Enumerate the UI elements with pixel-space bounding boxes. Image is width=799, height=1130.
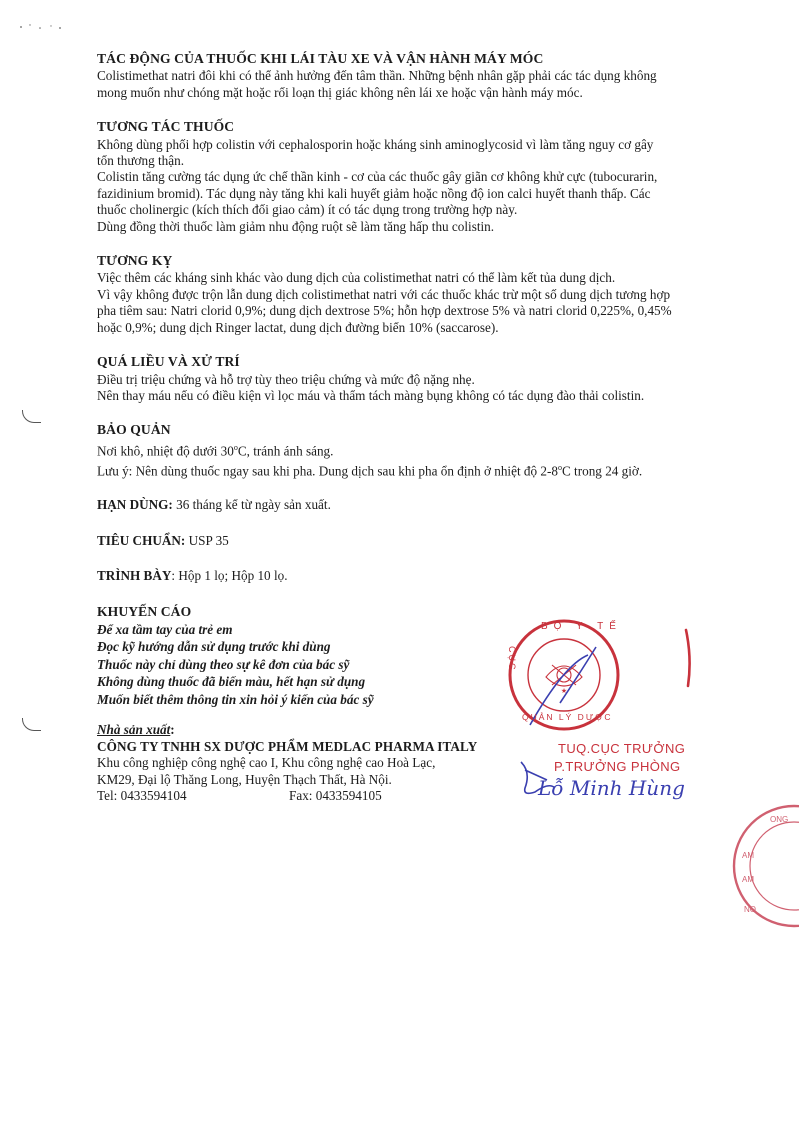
- paragraph-line: Colistin tăng cường tác dụng ức chế thần kinh - cơ của các thuốc gây giãn cơ không khử cực (tubocurarin,: [97, 169, 658, 185]
- fax-number: Fax: 0433594105: [289, 788, 382, 804]
- paragraph-line: fazidinium bromid). Tác dụng này tăng khi kali huyết giảm hoặc nồng độ ion calci huyết thanh thấp. Các: [97, 185, 651, 201]
- text-span: C trong 24 giờ.: [561, 462, 643, 478]
- section-presentation: [97, 568, 737, 584]
- paragraph-line: Dùng đồng thời thuốc làm giảm nhu động ruột sẽ làm tăng hấp thu colistin.: [97, 218, 495, 234]
- paragraph-line: thuốc cholinergic (kích thích đối giao cảm) ít có tác dụng trong trường hợp này.: [97, 202, 518, 218]
- section-title: TƯƠNG TÁC THUỐC: [97, 119, 235, 135]
- paragraph-line: pha tiêm sau: Natri clorid 0,9%; dung dịch dextrose 5%; hỗn hợp dextrose 5% và natri clorid 0,225%, 0,45%: [97, 303, 672, 319]
- warning-line: Thuốc này chỉ dùng theo sự kê đơn của bác sỹ: [97, 656, 350, 672]
- warning-line: Để xa tầm tay của trẻ em: [97, 621, 233, 637]
- svg-text:★: ★: [560, 688, 568, 695]
- expiry-value: 36 tháng kể từ ngày sản xuất.: [172, 497, 331, 513]
- section-title: TÁC ĐỘNG CỦA THUỐC KHI LÁI TÀU XE VÀ VẬN HÀNH MÁY MÓC: [97, 51, 544, 66]
- manufacturer-label-row: [97, 722, 737, 738]
- warning-line: Đọc kỹ hướng dẫn sử dụng trước khi dùng: [97, 639, 331, 655]
- section-standard: [97, 533, 737, 549]
- svg-text:AM: AM: [742, 851, 754, 860]
- svg-text:AM: AM: [742, 875, 754, 884]
- warning-line: Muốn biết thêm thông tin xin hỏi ý kiến của bác sỹ: [97, 691, 374, 707]
- section-incompatibility: [97, 253, 737, 336]
- paragraph-line: Vì vậy không được trộn lẫn dung dịch colistimethat natri với các thuốc khác trừ một số dung dịch tương hợp: [97, 286, 671, 302]
- section-title: TRÌNH BÀY: [97, 568, 172, 584]
- scan-speck: [18, 22, 64, 32]
- warning-line: Không dùng thuốc đã biến màu, hết hạn sử dụng: [97, 674, 366, 690]
- section-overdose: [97, 354, 737, 404]
- signer-name: Lỗ Minh Hùng: [538, 776, 685, 800]
- signature-title: TUQ.CỤC TRƯỞNG: [558, 741, 686, 756]
- signature-subtitle: P.TRƯỞNG PHÒNG: [554, 759, 681, 774]
- partial-stamp: [728, 800, 799, 930]
- section-expiry: [97, 497, 737, 513]
- stamp-left-text: CỤC: [507, 646, 517, 672]
- section-title: TIÊU CHUẨN:: [97, 532, 186, 548]
- manufacturer-address: Khu công nghiệp công nghệ cao I, Khu công nghệ cao Hoà Lạc,: [97, 755, 436, 771]
- margin-mark: [680, 628, 696, 688]
- manufacturer-label: Nhà sản xuất: [97, 722, 171, 738]
- paragraph-line: Không dùng phối hợp colistin với cephalosporin hoặc kháng sinh aminoglycosid vì làm tăng nguy cơ gây: [97, 136, 654, 152]
- degree-mark: o: [233, 442, 238, 452]
- section-title: HẠN DÙNG:: [97, 497, 173, 513]
- paragraph-line: tổn thương thận.: [97, 153, 185, 169]
- section-title: BẢO QUẢN: [97, 422, 171, 438]
- label-colon: :: [170, 722, 175, 738]
- paragraph-line: mong muốn như chóng mặt hoặc rối loạn thị giác không nên lái xe hoặc vận hành máy móc.: [97, 84, 583, 100]
- section-title: KHUYẾN CÁO: [97, 603, 192, 619]
- presentation-value: : Hộp 1 lọ; Hộp 10 lọ.: [171, 568, 288, 584]
- text-span: Nơi khô, nhiệt độ dưới 30: [97, 443, 234, 459]
- section-warnings: [97, 604, 737, 709]
- stamp-bottom-text: QUẢN LÝ DƯỢC: [522, 712, 613, 722]
- stamp-top-text: BỘ Y TẾ: [541, 621, 622, 632]
- tel-number: Tel: 0433594104: [97, 788, 187, 804]
- svg-text:NO: NO: [744, 905, 756, 914]
- paragraph-line: hoặc 0,9%; dung dịch Ringer lactat, dung dịch đường biển 10% (saccarose).: [97, 319, 499, 335]
- section-title: TƯƠNG KỴ: [97, 253, 173, 269]
- paragraph-line: Điều trị triệu chứng và hỗ trợ tùy theo triệu chứng và mức độ nặng nhẹ.: [97, 371, 475, 387]
- manufacturer-name: CÔNG TY TNHH SX DƯỢC PHẨM MEDLAC PHARMA ITALY: [97, 738, 478, 754]
- paragraph-line: Colistimethat natri đôi khi có thể ảnh hưởng đến tâm thần. Những bệnh nhân gặp phải các tác dụng không: [97, 68, 657, 84]
- section-title: QUÁ LIỀU VÀ XỬ TRÍ: [97, 354, 240, 370]
- text-span: Lưu ý: Nên dùng thuốc ngay sau khi pha. Dung dịch sau khi pha ổn định ở nhiệt độ 2-8: [97, 462, 558, 478]
- storage-note: [97, 460, 737, 480]
- section-storage: [97, 422, 737, 479]
- section-interactions: [97, 119, 737, 235]
- leaflet-body: [97, 51, 737, 822]
- svg-text:ONG: ONG: [770, 815, 789, 824]
- paragraph-line: Việc thêm các kháng sinh khác vào dung dịch của colistimethat natri có thể làm kết tủa dung dịch.: [97, 270, 616, 286]
- section-driving: [97, 51, 737, 101]
- degree-mark: o: [557, 462, 562, 472]
- storage-condition: [97, 440, 737, 460]
- standard-value: USP 35: [185, 532, 229, 548]
- punch-hole-mark: [22, 718, 41, 731]
- punch-hole-mark: [22, 410, 41, 423]
- text-span: C, tránh ánh sáng.: [237, 443, 334, 459]
- paragraph-line: Nên thay máu nếu có điều kiện vì lọc máu và thẩm tách màng bụng không có tác dụng đào thải colistin.: [97, 387, 645, 403]
- manufacturer-address: KM29, Đại lộ Thăng Long, Huyện Thạch Thất, Hà Nội.: [97, 771, 392, 787]
